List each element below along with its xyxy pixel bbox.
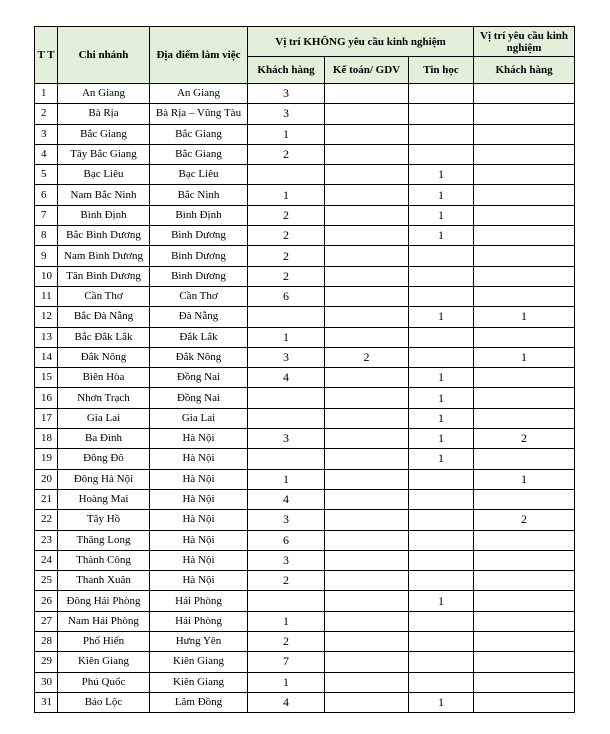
cell-tt: 2 <box>35 104 58 124</box>
cell-customer: 1 <box>248 185 325 205</box>
cell-accounting <box>325 124 409 144</box>
table-row <box>35 449 575 469</box>
cell-tt: 5 <box>35 165 58 185</box>
table-row <box>35 246 575 266</box>
cell-accounting <box>325 672 409 692</box>
cell-customer-experience <box>474 652 575 672</box>
cell-location: Hà Nội <box>150 469 248 489</box>
cell-customer: 3 <box>248 550 325 570</box>
cell-location: Hưng Yên <box>150 632 248 652</box>
cell-customer-experience <box>474 692 575 712</box>
cell-location: Bình Dương <box>150 246 248 266</box>
cell-location: Kiên Giang <box>150 652 248 672</box>
cell-customer: 2 <box>248 205 325 225</box>
cell-customer <box>248 388 325 408</box>
cell-customer: 4 <box>248 489 325 509</box>
header-branch: Chi nhánh <box>58 27 150 84</box>
cell-accounting <box>325 571 409 591</box>
cell-it: 1 <box>409 205 474 225</box>
cell-location: Đồng Nai <box>150 388 248 408</box>
cell-tt: 25 <box>35 571 58 591</box>
cell-it <box>409 327 474 347</box>
cell-branch: An Giang <box>58 84 150 104</box>
header-customer: Khách hàng <box>248 57 325 84</box>
cell-customer-experience <box>474 124 575 144</box>
cell-it <box>409 510 474 530</box>
cell-it: 1 <box>409 226 474 246</box>
cell-it <box>409 489 474 509</box>
cell-customer-experience: 2 <box>474 510 575 530</box>
cell-branch: Hoàng Mai <box>58 489 150 509</box>
cell-tt: 30 <box>35 672 58 692</box>
cell-location: Lâm Đồng <box>150 692 248 712</box>
cell-location: Bắc Giang <box>150 144 248 164</box>
cell-accounting <box>325 84 409 104</box>
cell-accounting <box>325 429 409 449</box>
cell-accounting <box>325 632 409 652</box>
cell-location: Bắc Giang <box>150 124 248 144</box>
table-row <box>35 510 575 530</box>
cell-tt: 8 <box>35 226 58 246</box>
cell-branch: Gia Lai <box>58 408 150 428</box>
cell-branch: Tây Hồ <box>58 510 150 530</box>
table-row <box>35 652 575 672</box>
table-row <box>35 388 575 408</box>
cell-branch: Nam Bắc Ninh <box>58 185 150 205</box>
table-row <box>35 185 575 205</box>
cell-branch: Phú Quốc <box>58 672 150 692</box>
cell-tt: 21 <box>35 489 58 509</box>
cell-customer-experience <box>474 246 575 266</box>
cell-location: Bình Dương <box>150 266 248 286</box>
cell-branch: Bà Rịa <box>58 104 150 124</box>
header-customer-experience: Khách hàng <box>474 57 575 84</box>
cell-location: Hà Nội <box>150 530 248 550</box>
cell-location: Bắc Ninh <box>150 185 248 205</box>
cell-customer-experience: 2 <box>474 429 575 449</box>
cell-tt: 4 <box>35 144 58 164</box>
cell-customer: 3 <box>248 510 325 530</box>
cell-tt: 29 <box>35 652 58 672</box>
cell-location: Bình Định <box>150 205 248 225</box>
cell-branch: Thành Công <box>58 550 150 570</box>
header-location: Địa điểm làm việc <box>150 27 248 84</box>
cell-location: Hà Nội <box>150 449 248 469</box>
cell-accounting <box>325 530 409 550</box>
table-row <box>35 611 575 631</box>
cell-location: Hà Nội <box>150 571 248 591</box>
cell-customer: 2 <box>248 632 325 652</box>
cell-tt: 6 <box>35 185 58 205</box>
cell-it <box>409 124 474 144</box>
cell-location: Đồng Nai <box>150 368 248 388</box>
cell-tt: 24 <box>35 550 58 570</box>
cell-tt: 9 <box>35 246 58 266</box>
cell-customer: 1 <box>248 327 325 347</box>
cell-branch: Đông Hà Nội <box>58 469 150 489</box>
cell-accounting <box>325 652 409 672</box>
cell-accounting <box>325 226 409 246</box>
table-row <box>35 429 575 449</box>
cell-it <box>409 347 474 367</box>
cell-accounting <box>325 205 409 225</box>
cell-customer-experience <box>474 205 575 225</box>
cell-accounting <box>325 469 409 489</box>
cell-accounting <box>325 611 409 631</box>
cell-accounting <box>325 449 409 469</box>
table-row <box>35 632 575 652</box>
cell-customer: 3 <box>248 84 325 104</box>
cell-it <box>409 469 474 489</box>
cell-branch: Bảo Lộc <box>58 692 150 712</box>
cell-branch: Tân Bình Dương <box>58 266 150 286</box>
cell-customer: 2 <box>248 226 325 246</box>
cell-it: 1 <box>409 692 474 712</box>
cell-location: Hà Nội <box>150 489 248 509</box>
cell-tt: 22 <box>35 510 58 530</box>
cell-accounting <box>325 144 409 164</box>
table-body <box>35 84 575 713</box>
cell-tt: 1 <box>35 84 58 104</box>
cell-tt: 11 <box>35 286 58 306</box>
cell-branch: Thăng Long <box>58 530 150 550</box>
cell-it: 1 <box>409 449 474 469</box>
cell-tt: 10 <box>35 266 58 286</box>
cell-accounting <box>325 408 409 428</box>
cell-branch: Bình Định <box>58 205 150 225</box>
cell-customer: 3 <box>248 347 325 367</box>
cell-customer: 2 <box>248 571 325 591</box>
cell-tt: 20 <box>35 469 58 489</box>
cell-customer: 3 <box>248 429 325 449</box>
table-row <box>35 124 575 144</box>
cell-accounting <box>325 286 409 306</box>
cell-location: Hà Nội <box>150 429 248 449</box>
cell-customer: 2 <box>248 144 325 164</box>
cell-customer-experience <box>474 530 575 550</box>
cell-it: 1 <box>409 307 474 327</box>
cell-accounting: 2 <box>325 347 409 367</box>
table-row <box>35 692 575 712</box>
cell-customer: 1 <box>248 469 325 489</box>
cell-branch: Nhơn Trạch <box>58 388 150 408</box>
cell-branch: Đông Hải Phòng <box>58 591 150 611</box>
cell-location: Bình Dương <box>150 226 248 246</box>
cell-branch: Ba Đình <box>58 429 150 449</box>
cell-customer: 7 <box>248 652 325 672</box>
cell-location: Cần Thơ <box>150 286 248 306</box>
header-group-no-experience: Vị trí KHÔNG yêu cầu kinh nghiệm <box>248 27 474 57</box>
header-it: Tin học <box>409 57 474 84</box>
table-row <box>35 550 575 570</box>
cell-location: Đà Nẵng <box>150 307 248 327</box>
vacancy-table-sheet <box>34 26 575 713</box>
cell-accounting <box>325 388 409 408</box>
cell-customer: 2 <box>248 266 325 286</box>
cell-it <box>409 632 474 652</box>
table-row <box>35 144 575 164</box>
cell-customer-experience <box>474 104 575 124</box>
cell-it: 1 <box>409 368 474 388</box>
cell-customer-experience <box>474 144 575 164</box>
cell-accounting <box>325 489 409 509</box>
table-row <box>35 165 575 185</box>
cell-customer-experience <box>474 286 575 306</box>
table-row <box>35 286 575 306</box>
cell-tt: 12 <box>35 307 58 327</box>
cell-tt: 31 <box>35 692 58 712</box>
cell-location: Hải Phòng <box>150 611 248 631</box>
cell-customer-experience: 1 <box>474 307 575 327</box>
cell-it <box>409 84 474 104</box>
cell-customer-experience <box>474 550 575 570</box>
cell-tt: 27 <box>35 611 58 631</box>
table-row <box>35 530 575 550</box>
cell-customer <box>248 449 325 469</box>
cell-accounting <box>325 307 409 327</box>
table-row <box>35 84 575 104</box>
header-tt: T T <box>35 27 58 84</box>
cell-it: 1 <box>409 591 474 611</box>
cell-branch: Nam Hải Phòng <box>58 611 150 631</box>
cell-location: Đắk Lắk <box>150 327 248 347</box>
cell-accounting <box>325 246 409 266</box>
cell-tt: 7 <box>35 205 58 225</box>
cell-customer: 4 <box>248 368 325 388</box>
cell-customer: 3 <box>248 104 325 124</box>
cell-tt: 23 <box>35 530 58 550</box>
cell-branch: Nam Bình Dương <box>58 246 150 266</box>
cell-customer-experience <box>474 571 575 591</box>
table-row <box>35 104 575 124</box>
cell-branch: Bắc Bình Dương <box>58 226 150 246</box>
vacancy-table <box>34 26 575 713</box>
cell-it <box>409 571 474 591</box>
cell-customer-experience <box>474 632 575 652</box>
cell-branch: Tây Bắc Giang <box>58 144 150 164</box>
cell-tt: 19 <box>35 449 58 469</box>
cell-branch: Cần Thơ <box>58 286 150 306</box>
cell-customer-experience <box>474 388 575 408</box>
cell-customer-experience <box>474 489 575 509</box>
cell-accounting <box>325 266 409 286</box>
cell-customer-experience <box>474 226 575 246</box>
cell-customer: 2 <box>248 246 325 266</box>
cell-location: Đắk Nông <box>150 347 248 367</box>
cell-tt: 13 <box>35 327 58 347</box>
cell-customer-experience <box>474 84 575 104</box>
cell-location: Bạc Liêu <box>150 165 248 185</box>
cell-customer: 6 <box>248 530 325 550</box>
cell-customer-experience <box>474 611 575 631</box>
table-row <box>35 489 575 509</box>
cell-customer: 6 <box>248 286 325 306</box>
cell-customer-experience: 1 <box>474 469 575 489</box>
cell-location: Kiên Giang <box>150 672 248 692</box>
cell-customer-experience <box>474 327 575 347</box>
cell-it <box>409 104 474 124</box>
cell-accounting <box>325 692 409 712</box>
cell-branch: Phố Hiến <box>58 632 150 652</box>
cell-accounting <box>325 327 409 347</box>
cell-tt: 3 <box>35 124 58 144</box>
cell-customer <box>248 307 325 327</box>
cell-tt: 16 <box>35 388 58 408</box>
cell-it <box>409 652 474 672</box>
cell-it <box>409 144 474 164</box>
cell-branch: Kiên Giang <box>58 652 150 672</box>
cell-branch: Đắk Nông <box>58 347 150 367</box>
cell-location: Gia Lai <box>150 408 248 428</box>
cell-accounting <box>325 165 409 185</box>
table-row <box>35 205 575 225</box>
cell-customer-experience: 1 <box>474 347 575 367</box>
table-row <box>35 571 575 591</box>
cell-tt: 28 <box>35 632 58 652</box>
cell-it <box>409 286 474 306</box>
cell-branch: Bắc Đắk Lắk <box>58 327 150 347</box>
cell-customer: 4 <box>248 692 325 712</box>
table-row <box>35 672 575 692</box>
cell-accounting <box>325 591 409 611</box>
cell-customer <box>248 408 325 428</box>
cell-accounting <box>325 368 409 388</box>
header-group-experience: Vị trí yêu cầu kinh nghiệm <box>474 27 575 57</box>
cell-it: 1 <box>409 185 474 205</box>
cell-location: An Giang <box>150 84 248 104</box>
cell-it: 1 <box>409 388 474 408</box>
cell-tt: 15 <box>35 368 58 388</box>
cell-customer-experience <box>474 266 575 286</box>
header-accounting: Kế toán/ GDV <box>325 57 409 84</box>
table-row <box>35 408 575 428</box>
table-row <box>35 591 575 611</box>
cell-customer: 1 <box>248 672 325 692</box>
cell-it: 1 <box>409 165 474 185</box>
cell-tt: 18 <box>35 429 58 449</box>
cell-customer: 1 <box>248 611 325 631</box>
cell-tt: 17 <box>35 408 58 428</box>
table-row <box>35 226 575 246</box>
cell-customer-experience <box>474 408 575 428</box>
table-row <box>35 347 575 367</box>
table-header <box>35 27 575 84</box>
cell-accounting <box>325 550 409 570</box>
cell-location: Hải Phòng <box>150 591 248 611</box>
cell-customer: 1 <box>248 124 325 144</box>
cell-branch: Bạc Liêu <box>58 165 150 185</box>
cell-location: Hà Nội <box>150 550 248 570</box>
cell-it <box>409 246 474 266</box>
table-row <box>35 307 575 327</box>
cell-it <box>409 530 474 550</box>
cell-accounting <box>325 104 409 124</box>
table-row <box>35 368 575 388</box>
cell-customer-experience <box>474 672 575 692</box>
cell-accounting <box>325 185 409 205</box>
cell-branch: Bắc Giang <box>58 124 150 144</box>
table-row <box>35 469 575 489</box>
cell-branch: Bắc Đà Nẵng <box>58 307 150 327</box>
cell-branch: Thanh Xuân <box>58 571 150 591</box>
cell-accounting <box>325 510 409 530</box>
cell-customer <box>248 165 325 185</box>
cell-tt: 26 <box>35 591 58 611</box>
cell-customer <box>248 591 325 611</box>
cell-location: Bà Rịa – Vũng Tàu <box>150 104 248 124</box>
cell-customer-experience <box>474 449 575 469</box>
cell-it <box>409 266 474 286</box>
cell-customer-experience <box>474 591 575 611</box>
cell-customer-experience <box>474 165 575 185</box>
cell-customer-experience <box>474 185 575 205</box>
cell-customer-experience <box>474 368 575 388</box>
table-row <box>35 327 575 347</box>
cell-it <box>409 611 474 631</box>
cell-it: 1 <box>409 408 474 428</box>
table-row <box>35 266 575 286</box>
cell-it <box>409 672 474 692</box>
cell-branch: Biên Hòa <box>58 368 150 388</box>
cell-branch: Đông Đô <box>58 449 150 469</box>
cell-it: 1 <box>409 429 474 449</box>
cell-it <box>409 550 474 570</box>
cell-tt: 14 <box>35 347 58 367</box>
cell-location: Hà Nội <box>150 510 248 530</box>
